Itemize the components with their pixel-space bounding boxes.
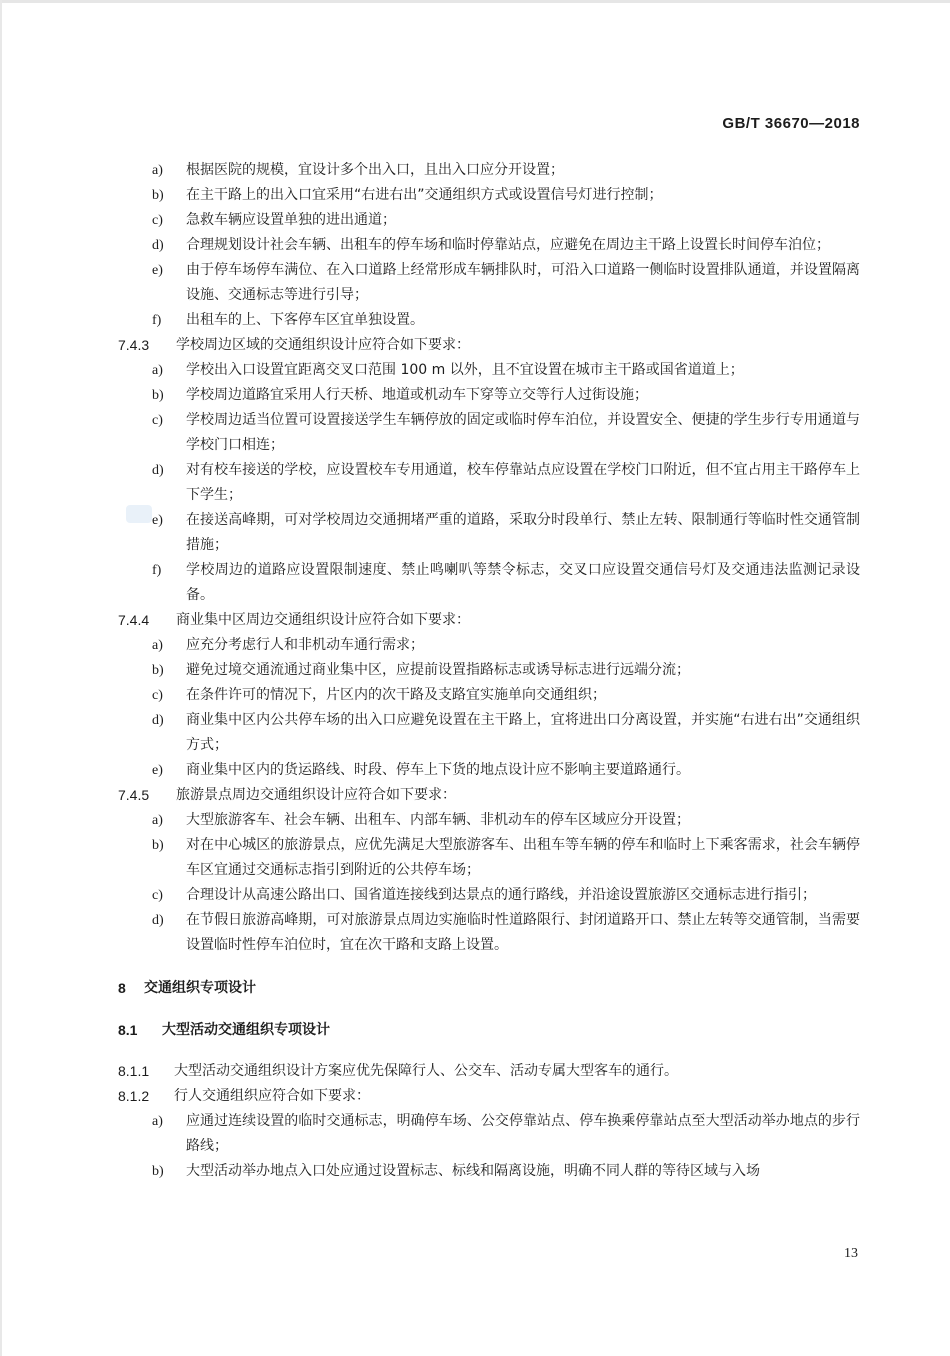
list-item: e) 由于停车场停车满位、在入口道路上经常形成车辆排队时，可沿入口道路一侧临时设置排队通道，并设置隔离设施、交通标志等进行引导； — [152, 262, 860, 303]
pedestrian-requirements-list — [118, 1109, 860, 1184]
list-item: a) 大型旅游客车、社会车辆、出租车、内部车辆、非机动车的停车区域应分开设置； — [152, 812, 690, 828]
list-item: c) 学校周边适当位置可设置接送学生车辆停放的固定或临时停车泊位，并设置安全、便捷的学生步行专用通道与学校门口相连； — [152, 412, 860, 453]
list-item: f) 出租车的上、下客停车区宜单独设置。 — [152, 312, 424, 328]
list-item: b) 学校周边道路宜采用人行天桥、地道或机动车下穿等立交等行人过街设施； — [152, 387, 648, 403]
list-item: a) 应充分考虑行人和非机动车通行需求； — [152, 637, 424, 653]
clause-7-4-4: 7.4.4 商业集中区周边交通组织设计应符合如下要求： — [118, 612, 470, 628]
list-item: d) 合理规划设计社会车辆、出租车的停车场和临时停靠站点，应避免在周边主干路上设置长时间停车泊位； — [152, 237, 830, 253]
tourism-requirements-list — [118, 808, 860, 958]
hospital-requirements-list — [118, 158, 860, 333]
standard-number: GB/T 36670—2018 — [722, 115, 860, 132]
list-item: c) 合理设计从高速公路出口、国省道连接线到达景点的通行路线，并沿途设置旅游区交通标志进行指引； — [152, 887, 816, 903]
page-top-edge — [2, 0, 950, 3]
list-item: c) 在条件许可的情况下，片区内的次干路及支路宜实施单向交通组织； — [152, 687, 606, 703]
list-item: b) 大型活动举办地点入口处应通过设置标志、标线和隔离设施，明确不同人群的等待区域与入场 — [152, 1163, 760, 1179]
list-item: e) 在接送高峰期，可对学校周边交通拥堵严重的道路，采取分时段单行、禁止左转、限制通行等临时性交通管制措施； — [152, 512, 860, 553]
list-item: b) 避免过境交通流通过商业集中区，应提前设置指路标志或诱导标志进行远端分流； — [152, 662, 690, 678]
list-item: b) 在主干路上的出入口宜采用“右进右出”交通组织方式或设置信号灯进行控制； — [152, 187, 663, 203]
section-heading-8-1: 8.1 大型活动交通组织专项设计 — [118, 1022, 330, 1038]
clause-8-1-2: 8.1.2 行人交通组织应符合如下要求： — [118, 1088, 370, 1104]
page-number: 13 — [844, 1246, 858, 1261]
list-item: c) 急救车辆应设置单独的进出通道； — [152, 212, 396, 228]
list-item: a) 学校出入口设置宜距离交叉口范围 100 m 以外，且不宜设置在城市主干路或国省道道上； — [152, 362, 744, 378]
clause-7-4-5: 7.4.5 旅游景点周边交通组织设计应符合如下要求： — [118, 787, 456, 803]
clause-8-1-1: 8.1.1 大型活动交通组织设计方案应优先保障行人、公交车、活动专属大型客车的通行。 — [118, 1063, 678, 1079]
list-item: d) 对有校车接送的学校，应设置校车专用通道，校车停靠站点应设置在学校门口附近，但不宜占用主干路停车上下学生； — [152, 462, 860, 503]
section-heading-8: 8 交通组织专项设计 — [118, 980, 256, 996]
school-requirements-list — [118, 358, 860, 608]
commercial-requirements-list — [118, 633, 860, 783]
list-item: a) 根据医院的规模，宜设计多个出入口，且出入口应分开设置； — [152, 162, 564, 178]
list-item: d) 在节假日旅游高峰期，可对旅游景点周边实施临时性道路限行、封闭道路开口、禁止左转等交通管制，当需要设置临时性停车泊位时，宜在次干路和支路上设置。 — [152, 912, 860, 953]
list-item: f) 学校周边的道路应设置限制速度、禁止鸣喇叭等禁令标志，交叉口应设置交通信号灯及交通违法监测记录设备。 — [152, 562, 860, 603]
list-item: d) 商业集中区内公共停车场的出入口应避免设置在主干路上，宜将进出口分离设置，并实施“右进右出”交通组织方式； — [152, 712, 860, 753]
document-body — [118, 158, 860, 1184]
list-item: e) 商业集中区内的货运路线、时段、停车上下货的地点设计应不影响主要道路通行。 — [152, 762, 690, 778]
clause-7-4-3: 7.4.3 学校周边区域的交通组织设计应符合如下要求： — [118, 337, 470, 353]
list-item: a) 应通过连续设置的临时交通标志，明确停车场、公交停靠站点、停车换乘停靠站点至大型活动举办地点的步行路线； — [152, 1113, 860, 1154]
list-item: b) 对在中心城区的旅游景点，应优先满足大型旅游客车、出租车等车辆的停车和临时上下乘客需求，社会车辆停车区宜通过交通标志指引到附近的公共停车场； — [152, 837, 860, 878]
